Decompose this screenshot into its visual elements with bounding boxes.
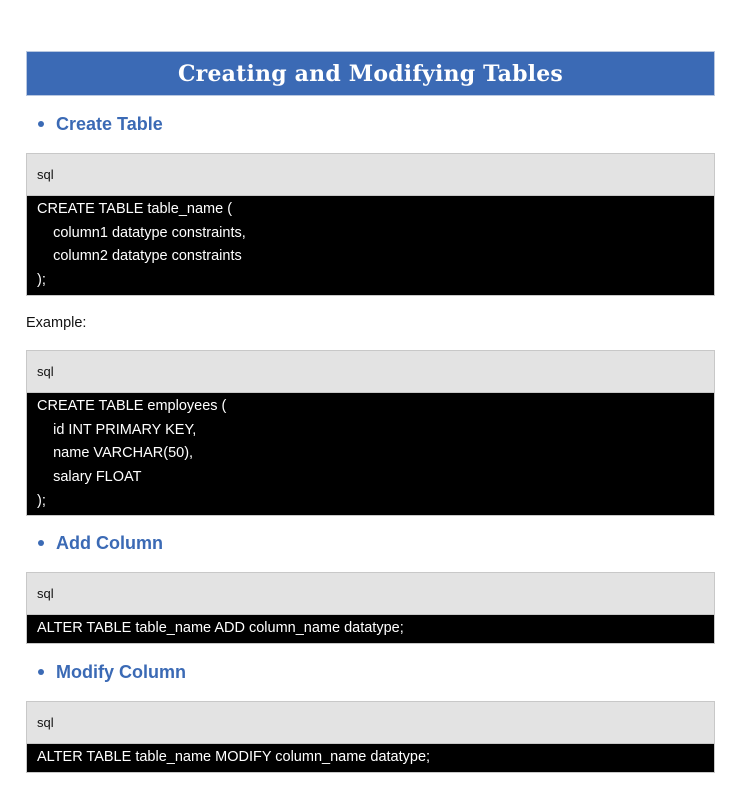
section-title-create-table: Create Table — [56, 113, 163, 134]
code-block-create-table[interactable] — [26, 153, 715, 296]
section-heading-modify-column — [38, 657, 715, 687]
code-content[interactable]: CREATE TABLE employees ( id INT PRIMARY KEY, name VARCHAR(50), salary FLOAT ); — [27, 393, 714, 516]
code-content[interactable]: CREATE TABLE table_name ( column1 datatype constraints, column2 datatype constraints ); — [27, 196, 714, 295]
code-language-label: sql — [27, 573, 714, 615]
section-title-add-column: Add Column — [56, 532, 163, 553]
page-title: Creating and Modifying Tables — [177, 60, 564, 87]
code-content[interactable]: ALTER TABLE table_name MODIFY column_name datatype; — [27, 744, 714, 772]
code-content[interactable]: ALTER TABLE table_name ADD column_name datatype; — [27, 615, 714, 643]
bullet-icon — [38, 540, 44, 546]
bullet-icon — [38, 121, 44, 127]
code-block-add-column[interactable] — [26, 572, 715, 644]
bullet-icon — [38, 669, 44, 675]
code-block-example[interactable] — [26, 350, 715, 517]
document-page — [26, 51, 715, 773]
example-label: Example: — [26, 314, 87, 331]
section-title-modify-column: Modify Column — [56, 661, 186, 682]
code-block-modify-column[interactable] — [26, 701, 715, 773]
section-heading-create-table — [38, 109, 715, 139]
title-banner — [26, 51, 715, 96]
code-language-label: sql — [27, 154, 714, 196]
code-language-label: sql — [27, 351, 714, 393]
code-language-label: sql — [27, 702, 714, 744]
section-heading-add-column — [38, 528, 715, 558]
